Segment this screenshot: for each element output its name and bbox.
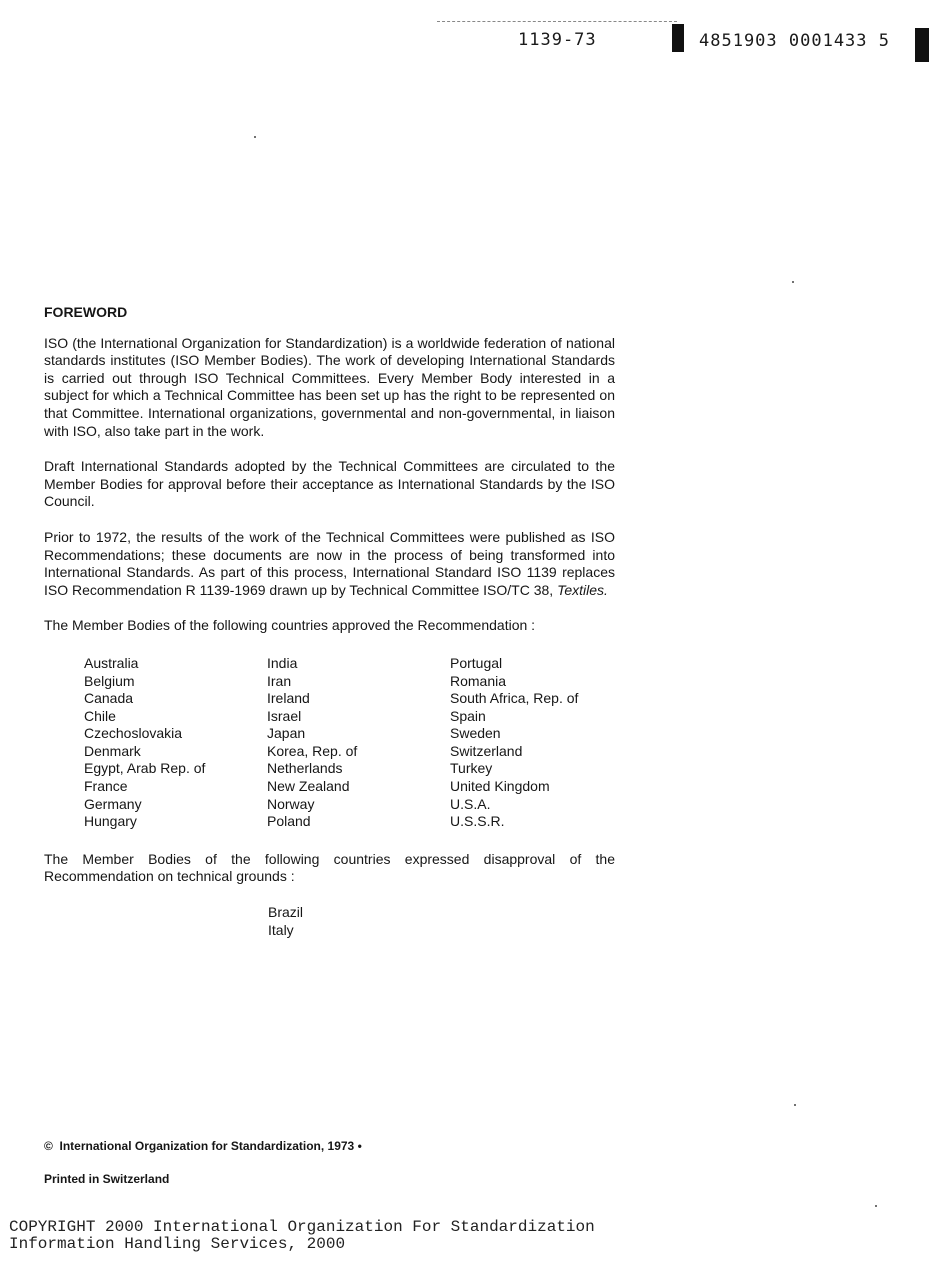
country-item: Norway — [267, 795, 315, 812]
disapproving-countries-list — [268, 904, 615, 939]
approved-countries-table — [84, 655, 615, 831]
approved-countries-column-2 — [267, 655, 450, 831]
country-item: Brazil — [268, 904, 304, 921]
country-item: India — [267, 654, 298, 671]
copyright-text: International Organization for Standardization, 1973 — [59, 1139, 355, 1153]
country-item: Egypt, Arab Rep. of — [84, 760, 206, 777]
document-code: 1139-73 — [518, 30, 597, 50]
country-item: Czechoslovakia — [84, 725, 183, 742]
history-text: Prior to 1972, the results of the work of the Technical Committees were published as ISO Recommendations; these documents are now in the process of being transformed into International Standards. As part of this process, International Standard ISO 1139 replaces ISO Recommendation R 1139-1969 drawn up by Technical Committee ISO/TC 38, — [44, 528, 615, 598]
country-item: Sweden — [450, 725, 501, 742]
bullet-mark: • — [357, 1139, 362, 1153]
country-item: Poland — [267, 813, 311, 830]
header-rule — [437, 21, 677, 22]
country-item: Korea, Rep. of — [267, 742, 358, 759]
country-item: Ireland — [267, 690, 310, 707]
ihs-line-2: Information Handling Services, 2000 — [9, 1235, 346, 1253]
paragraph-draft-standards: Draft International Standards adopted by the Technical Committees are circulated to the Member Bodies for approval before their acceptance as International Standards by the ISO Council. — [44, 458, 615, 510]
scan-speck — [792, 281, 794, 283]
country-item: South Africa, Rep. of — [450, 690, 579, 707]
country-item: Canada — [84, 690, 134, 707]
disapproval-intro: The Member Bodies of the following countries expressed disapproval of the Recommendation on technical grounds : — [44, 850, 615, 885]
paragraph-history — [44, 529, 615, 599]
country-item: Japan — [267, 725, 306, 742]
copyright-notice — [44, 1139, 362, 1153]
country-item: Italy — [268, 921, 294, 938]
country-item: Portugal — [450, 654, 503, 671]
country-item: Romania — [450, 672, 507, 689]
history-italic-suffix: Textiles. — [557, 581, 608, 598]
country-item: New Zealand — [267, 778, 350, 795]
country-item: U.S.S.R. — [450, 813, 505, 830]
paragraph-iso-intro: ISO (the International Organization for Standardization) is a worldwide federation of national standards institutes (ISO Member Bodies). The work of developing International Standards is carried out through ISO Technical Committees. Every Member Body interested in a subject for which a Technical Committee has been set up has the right to be represented on that Committee. International organizations, governmental and non-governmental, in liaison with ISO, also take part in the work. — [44, 334, 615, 439]
foreword-heading: FOREWORD — [44, 304, 128, 320]
scan-speck — [875, 1205, 877, 1207]
scan-speck — [794, 1104, 796, 1106]
scan-mark-left — [672, 24, 684, 52]
country-item: United Kingdom — [450, 778, 550, 795]
scan-mark-right — [915, 28, 929, 62]
ihs-copyright-stamp — [9, 1219, 595, 1253]
country-item: Turkey — [450, 760, 493, 777]
country-item: Germany — [84, 795, 142, 812]
printed-in-note: Printed in Switzerland — [44, 1172, 170, 1186]
country-item: Switzerland — [450, 742, 523, 759]
country-item: Netherlands — [267, 760, 343, 777]
ihs-line-1: COPYRIGHT 2000 International Organization For Standardization — [9, 1218, 595, 1236]
country-item: Spain — [450, 707, 486, 724]
approved-countries-column-3 — [450, 655, 620, 831]
approval-intro: The Member Bodies of the following countries approved the Recommendation : — [44, 617, 536, 634]
country-item: Australia — [84, 654, 139, 671]
country-item: France — [84, 778, 128, 795]
country-item: Hungary — [84, 813, 137, 830]
country-item: U.S.A. — [450, 795, 491, 812]
copyright-symbol: © — [44, 1139, 53, 1153]
country-item: Belgium — [84, 672, 135, 689]
approved-countries-column-1 — [84, 655, 267, 831]
barcode-number: 4851903 0001433 5 — [699, 31, 890, 51]
country-item: Iran — [267, 672, 292, 689]
country-item: Denmark — [84, 742, 141, 759]
scan-speck — [254, 136, 256, 138]
country-item: Chile — [84, 707, 116, 724]
country-item: Israel — [267, 707, 302, 724]
foreword-section — [44, 304, 615, 939]
